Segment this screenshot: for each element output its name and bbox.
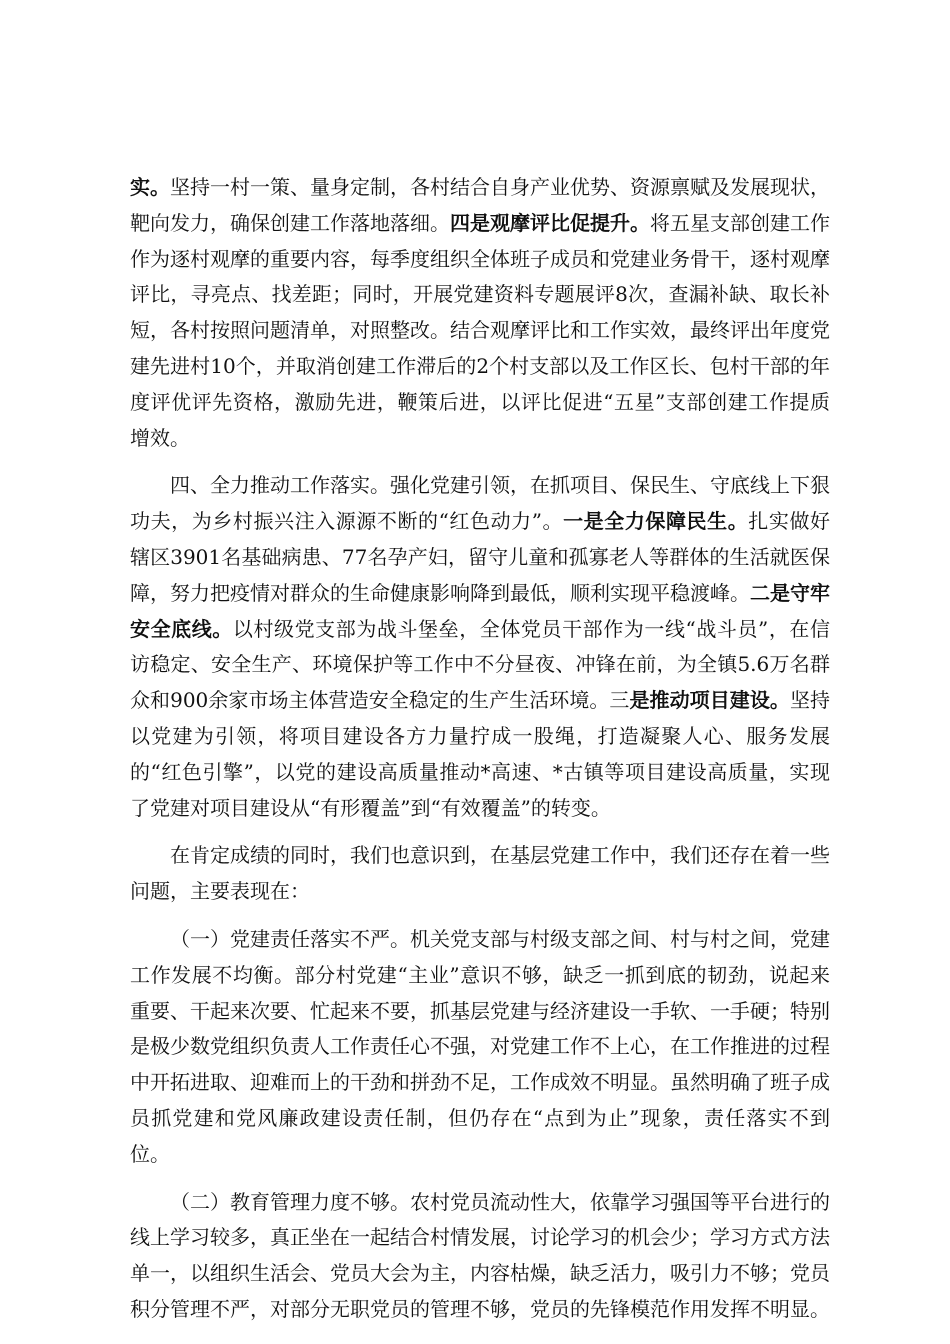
paragraph-4 xyxy=(130,922,830,1173)
body-text: 在肯定成绩的同时，我们也意识到，在基层党建工作中，我们还存在着一些问题，主要表现在： xyxy=(130,843,830,904)
paragraph-1 xyxy=(130,170,830,456)
bold-phrase: 是推动项目建设。 xyxy=(629,688,790,713)
paragraph-5 xyxy=(130,1185,830,1328)
body-text: 以村级党支部为战斗堡垒，全体党员干部作为一线“战斗员”，在信访稳定、安全生产、环境保护等工作中不分昼夜、冲锋在前，为全镇5.6万名群众和900余家市场主体营造安全稳定的生产生活环境。三 xyxy=(130,616,830,713)
body-text: 将五星支部创建工作作为逐村观摩的重要内容，每季度组织全体班子成员和党建业务骨干，逐村观摩评比，寻亮点、找差距；同时，开展党建资料专题展评8次，查漏补缺、取长补短，各村按照问题清单，对照整改。结合观摩评比和工作实效，最终评出年度党建先进村10个，并取消创建工作滞后的2个村支部以及工作区长、包村干部的年度评优评先资格，激励先进，鞭策后进，以评比促进“五星”支部创建工作提质增效。 xyxy=(130,210,830,450)
bold-phrase: 一是全力保障民生。 xyxy=(563,509,749,534)
body-text: 扎实做好辖区3901名基础病患、77名孕产妇，留守儿童和孤寡老人等群体的生活就医保障，努力把疫情对群众的生命健康影响降到最低，顺利实现平稳渡峰。 xyxy=(130,509,831,605)
body-text: 坚持以党建为引领，将项目建设各方力量拧成一股绳，打造凝聚人心、服务发展的“红色引擎”，以党的建设高质量推动*高速、*古镇等项目建设高质量，实现了党建对项目建设从“有形覆盖”到“有效覆盖”的转变。 xyxy=(130,688,831,820)
body-text: （二）教育管理力度不够。农村党员流动性大，依靠学习强国等平台进行的线上学习较多，真正坐在一起结合村情发展，讨论学习的机会少；学习方式方法单一，以组织生活会、党员大会为主，内容枯燥，缺乏活力，吸引力不够；党员积分管理不严，对部分无职党员的管理不够，党员的先锋模范作用发挥不明显。 xyxy=(130,1189,830,1321)
document-body xyxy=(130,170,830,1340)
bold-phrase: 二是守牢安全底线。 xyxy=(130,580,830,641)
paragraph-3 xyxy=(130,838,830,910)
paragraph-2 xyxy=(130,468,830,826)
body-text: 四、全力推动工作落实。强化党建引领，在抓项目、保民生、守底线上下狠功夫，为乡村振兴注入源源不断的“红色动力”。 xyxy=(130,473,830,534)
body-text: （一）党建责任落实不严。机关党支部与村级支部之间、村与村之间，党建工作发展不均衡。部分村党建“主业”意识不够，缺乏一抓到底的韧劲，说起来重要、干起来次要、忙起来不要，抓基层党建与经济建设一手软、一手硬；特别是极少数党组织负责人工作责任心不强，对党建工作不上心，在工作推进的过程中开拓进取、迎难而上的干劲和拼劲不足，工作成效不明显。虽然明确了班子成员抓党建和党风廉政建设责任制，但仍存在“点到为止”现象，责任落实不到位。 xyxy=(130,926,830,1166)
bold-phrase: 实。 xyxy=(130,175,170,199)
body-text: 坚持一村一策、量身定制，各村结合自身产业优势、资源禀赋及发展现状，靶向发力，确保创建工作落地落细。 xyxy=(130,175,830,235)
bold-phrase: 四是观摩评比促提升。 xyxy=(450,210,650,235)
